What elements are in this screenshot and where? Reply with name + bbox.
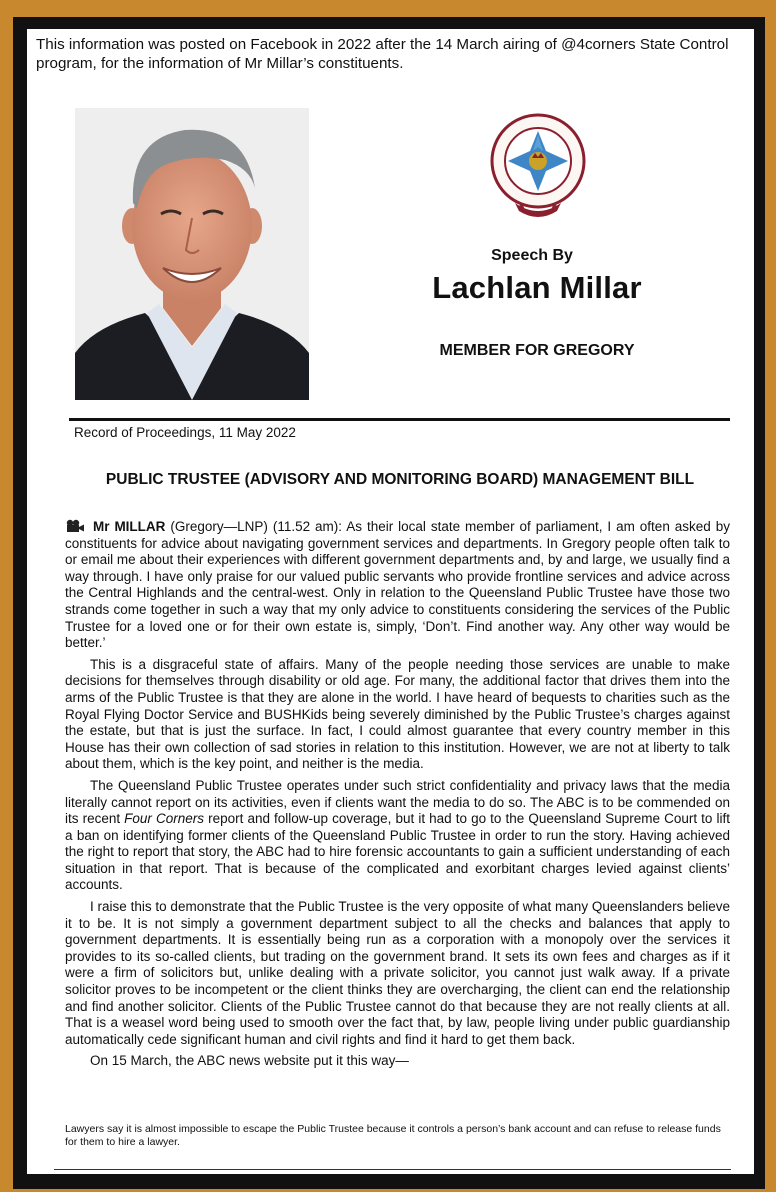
speech-paragraph-5: On 15 March, the ABC news website put it this way— [90,1053,409,1069]
header-divider [69,418,730,421]
paragraph-3-text-a: The Queensland Public Trustee operates under such strict confidentiality and privacy laws that the media literally cannot report on its activities, even if clients want the media to do so. The ABC is to be commended on its recent [65,777,730,827]
speech-by-label: Speech By [491,247,573,264]
speech-paragraph-1 [65,519,730,652]
speech-paragraph-2: This is a disgraceful state of affairs. Many of the people needing those services are unable to make decisions for themselves through disability or old age. For many, the additional factor that drives them into the arms of the Public Trustee is that they are alone in the world. I have heard of bequests to charities such as the Royal Flying Doctor Service and BUSHKids being severely diminished by the Public Trustee’s charges against the estate, but that is just the surface. In fact, I could almost guarantee that every country member in this House has their own collection of sad stories in relation to this institution. However, we are not at liberty to talk about them, which is the key point, and neither is the media. [65,656,730,772]
speaker-label: Mr MILLAR [93,519,166,534]
speaker-name-heading: Lachlan Millar [432,270,642,305]
footer-divider [54,1169,731,1170]
document-page [27,29,754,1174]
speech-paragraph-4: I raise this to demonstrate that the Public Trustee is the very opposite of what many Queenslanders believe it to be. It is not simply a government department subject to all the checks and balances that apply to government departments. It is essentially being run as a corporation with a monopoly over the services it provides to its so-called clients, but trading on the government brand. It sets its own fees and charges as if it were a firm of solicitors but, unlike dealing with a private solicitor, you cannot just walk away. If a private solicitor proves to be incompetent or the client thinks they are overcharging, the client can end the relationship and find another solicitor. Clients of the Public Trustee cannot do that because they are not really clients at all. That is a weasel word being used to smooth over the fact that, by law, people living under public guardianship automatically cede significant human and civil rights and find it hard to get them back. [65,899,730,1047]
record-of-proceedings: Record of Proceedings, 11 May 2022 [74,425,296,440]
video-camera-icon[interactable] [65,519,85,533]
abc-quote: Lawyers say it is almost impossible to escape the Public Trustee because it controls a person’s bank account and can refuse to release funds for them to hire a lawyer. [65,1123,721,1148]
speaker-photo [75,108,309,400]
queensland-parliament-crest [483,111,593,223]
four-corners-title: Four Corners [124,811,205,827]
paragraph-1-text: (Gregory—LNP) (11.52 am): As their local state member of parliament, I am often asked by constituents for advice about navigating government services and departments. In Gregory people often talk to or email me about their experiences with different government departments and, by and large, we usually find a way through. I have only praise for our valued public servants who provide frontline services and advice across the Central Highlands and the central-west. Only in relation to the Queensland Public Trustee have those two strands come together in such a way that my only advice to constituents considering the services of the Public Trustee for a loved one or for their own estate is, simply, ‘Don’t. Find another way. Any other way would be better.’ [65,519,730,651]
speech-paragraph-3 [65,778,730,894]
speech-body [65,519,730,1075]
facebook-notice: This information was posted on Facebook in 2022 after the 14 March airing of @4corners State Control program, for the information of Mr Millar’s constituents. [36,36,729,72]
bill-title: PUBLIC TRUSTEE (ADVISORY AND MONITORING BOARD) MANAGEMENT BILL [105,471,695,488]
bottom-strip [0,1192,776,1200]
electorate-label: MEMBER FOR GREGORY [439,342,635,359]
paragraph-3-text-b: report and follow-up coverage, but it had to go to the Queensland Supreme Court to lift a ban on identifying former clients of the Queensland Public Trustee in order to run the story. Having achieved the right to report that story, the ABC had to hire forensic accountants to gain a sufficient understanding of each situation in that report. That is because of the complicated and exorbitant charges levied against clients’ accounts. [65,811,731,893]
